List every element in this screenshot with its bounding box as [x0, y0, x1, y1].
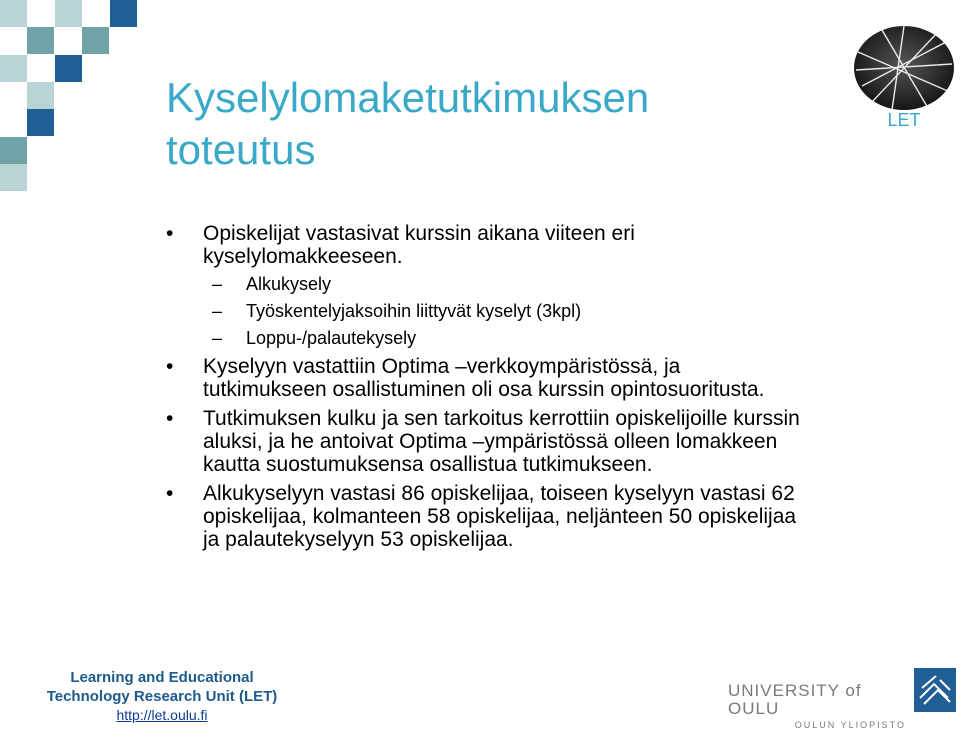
bullet-glyph: •	[166, 482, 174, 505]
dash-glyph: –	[212, 274, 223, 294]
slide-content	[160, 222, 800, 557]
slide-title	[166, 72, 866, 176]
sub-bullet-text: Loppu-/palautekysely	[246, 328, 417, 348]
sub-bullet-item	[160, 301, 800, 321]
bullet-text: Opiskelijat vastasivat kurssin aikana viiteen eri kyselylomakkeeseen.	[203, 222, 635, 268]
bullet-item	[160, 222, 800, 268]
university-subtitle: OULUN YLIOPISTO	[794, 720, 906, 730]
sub-bullet-text: Työskentelyjaksoihin liittyvät kyselyt (3kpl)	[246, 301, 582, 321]
dash-glyph: –	[212, 328, 223, 348]
bullet-glyph: •	[166, 407, 174, 430]
dash-glyph: –	[212, 301, 223, 321]
bullet-item	[160, 407, 800, 476]
slide-title-line-2: toteutus	[166, 126, 316, 173]
bullet-text: Tutkimuksen kulku ja sen tarkoitus kerrottiin opiskelijoille kurssin aluksi, ja he antoivat Optima –ympäristössä olleen lomakkeen kautta suostumuksensa osallistua tutkimukseen.	[203, 407, 800, 476]
bullet-item	[160, 482, 800, 551]
footer-line-1: Learning and Educational	[70, 669, 254, 686]
sub-bullet-item	[160, 274, 800, 294]
bullet-list	[160, 222, 800, 551]
sub-bullet-text: Alkukysely	[246, 274, 332, 294]
footer-line-2: Technology Research Unit (LET)	[46, 688, 278, 705]
university-emblem	[914, 668, 956, 712]
bullet-glyph: •	[166, 355, 174, 378]
footer-unit-info	[38, 668, 286, 725]
bullet-glyph: •	[166, 222, 174, 245]
slide-title-line-1: Kyselylomaketutkimuksen	[166, 74, 650, 121]
let-logo-icon	[852, 22, 956, 132]
footer-link[interactable]: http://let.oulu.fi	[116, 707, 208, 723]
university-emblem-icon	[914, 668, 956, 712]
university-name: UNIVERSITY of OULU	[728, 681, 862, 718]
bullet-text: Alkukyselyyn vastasi 86 opiskelijaa, toiseen kyselyyn vastasi 62 opiskelijaa, kolmanteen 58 opiskelijaa, neljänteen 50 opiskelijaa ja palautekyselyyn 53 opiskelijaa.	[203, 482, 797, 551]
university-logo	[728, 682, 910, 730]
bullet-item	[160, 355, 800, 401]
sub-bullet-item	[160, 328, 800, 348]
bullet-text: Kyselyyn vastattiin Optima –verkkoympäristössä, ja tutkimukseen osallistuminen oli osa kurssin opintosuoritusta.	[203, 355, 765, 401]
let-logo	[852, 22, 956, 132]
corner-decoration	[0, 0, 140, 200]
let-logo-text: LET	[887, 110, 921, 130]
